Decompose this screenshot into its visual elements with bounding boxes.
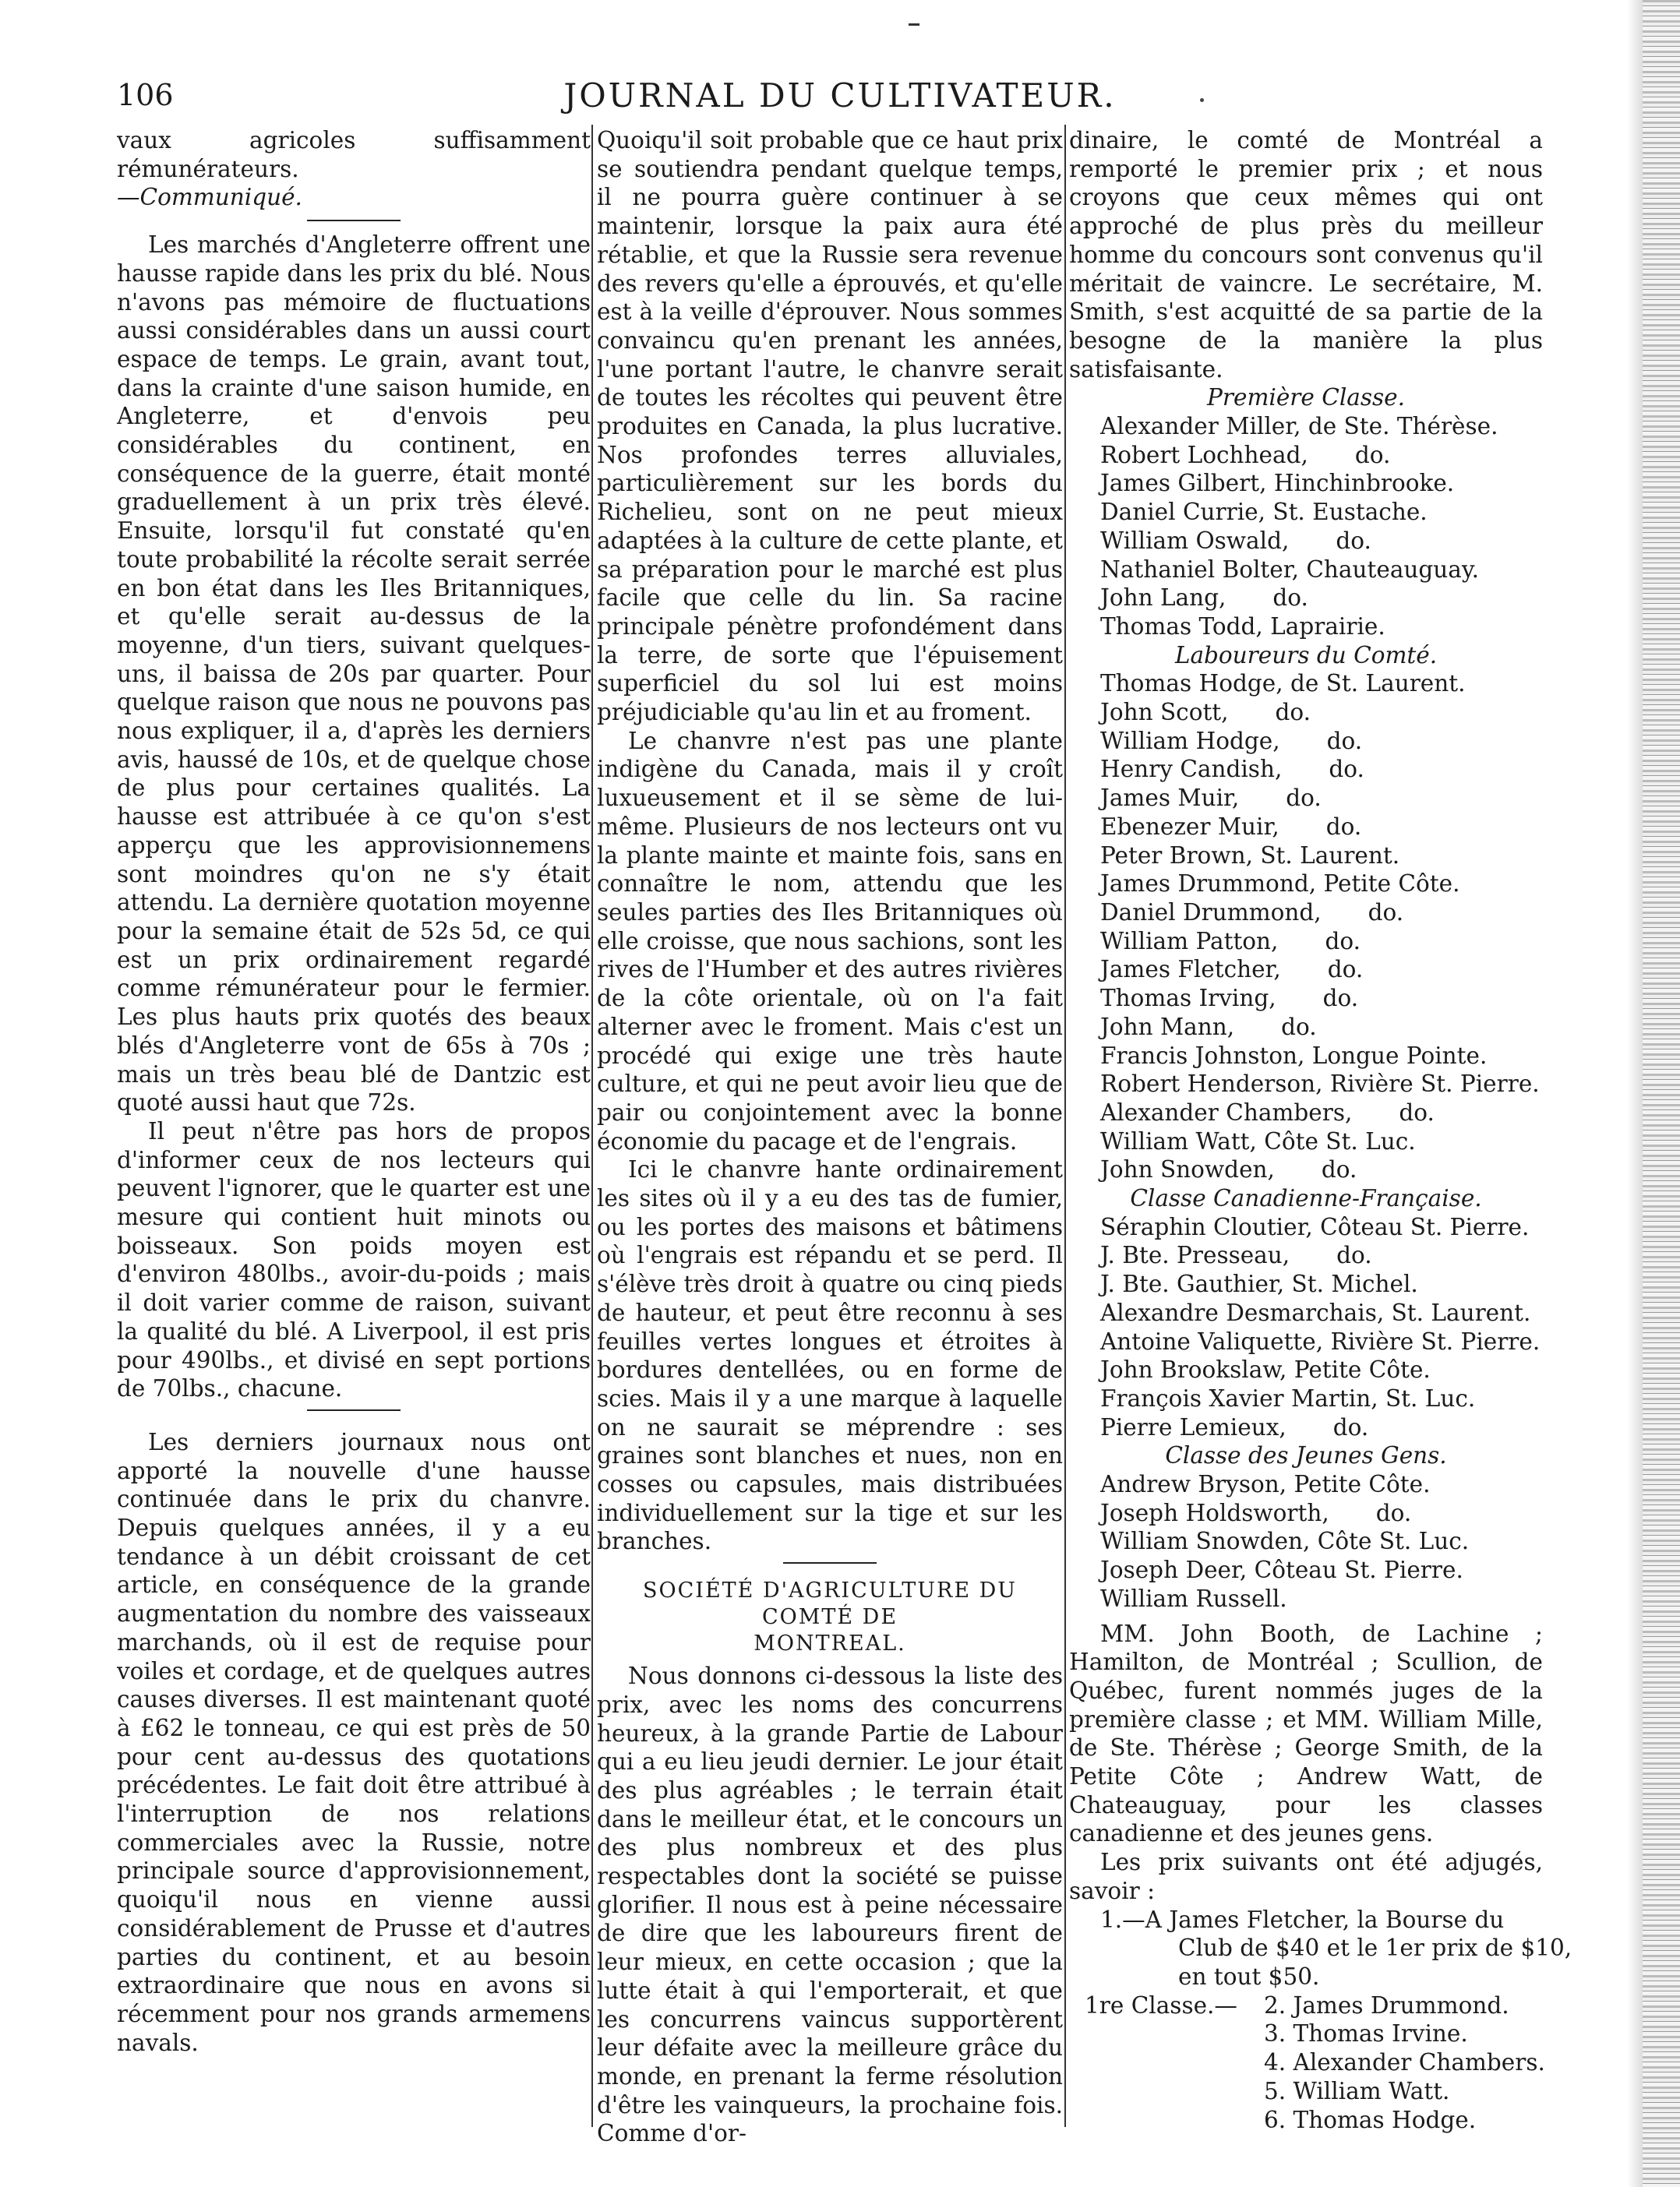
competitor-name: Pierre Lemieux,	[1100, 1413, 1286, 1441]
column-3	[1069, 126, 1572, 2134]
competitor-name: William Watt, Côte St. Luc.	[1100, 1127, 1416, 1155]
competitor-name: John Snowden,	[1100, 1156, 1275, 1183]
paragraph: MM. John Booth, de Lachine ; Hamilton, de Montréal ; Scullion, de Québec, furent nommés juges de la première classe ; et MM. William Mille, de Ste. Thérèse ; George Smith, de la Petite Côte ; Andrew Watt, de Chateauguay, pour les classes canadienne et des jeunes gens.	[1069, 1620, 1543, 1847]
list-item	[1100, 498, 1543, 527]
ditto-mark: do.	[1286, 785, 1322, 812]
award-list	[1264, 1991, 1545, 2135]
list-item	[1100, 727, 1543, 756]
list-item	[1100, 1470, 1543, 1499]
paragraph: Les marchés d'Angleterre offrent une hausse rapide dans les prix du blé. Nous n'avons pas mémoire de fluctuations aussi considérables dans un aussi court espace de temps. Le grain, avant tout, dans la crainte d'une saison humide, en Angleterre, et d'envois peu considérables du continent, en conséquence de la guerre, était monté graduellement à un prix très élevé. Ensuite, lorsqu'il fut constaté qu'en toute probabilité la récolte serait serrée en bon état dans les Iles Britanniques, et qu'elle serait au-dessus de la moyenne, d'un tiers, suivant quelques-uns, il baissa de 20s par quarter. Pour quelque raison que nous ne pouvons pas nous expliquer, il a, d'après les derniers avis, haussé de 10s, et de quelque chose de plus pour certaines qualités. La hausse est attribuée à ce qu'on s'est apperçu que les approvisionnemens sont moindres qu'on ne s'y était attendu. La dernière quotation moyenne pour la semaine était de 52s 5d, ce qui est un prix ordinairement regardé comme rémunérateur pour le fermier. Les plus hauts prix quotés des beaux blés d'Angleterre vont de 65s à 70s ; mais un très beau blé de Dantzic est quoté aussi haut que 72s.	[117, 231, 591, 1116]
list-item	[1100, 1099, 1543, 1127]
ditto-mark: do.	[1332, 1413, 1369, 1441]
competitor-name: Joseph Deer, Côteau St. Pierre.	[1100, 1557, 1463, 1584]
ditto-mark: do.	[1368, 898, 1404, 926]
competitor-name: Thomas Irving,	[1100, 985, 1276, 1012]
separator-rule	[597, 1562, 1063, 1573]
separator-rule	[117, 220, 591, 231]
list-item	[1100, 1127, 1543, 1156]
ditto-mark: do.	[1336, 1242, 1372, 1269]
award-group	[1085, 1991, 1543, 2135]
list-item	[1100, 1070, 1543, 1099]
list-item	[1100, 755, 1543, 784]
list-item	[1100, 669, 1543, 698]
paragraph: Les prix suivants ont été adjugés, savoir :	[1069, 1849, 1543, 1904]
competitor-name: John Scott,	[1100, 699, 1229, 726]
list-item	[1100, 612, 1543, 641]
competitor-name: J. Bte. Gauthier, St. Michel.	[1100, 1271, 1418, 1298]
class-title: Première Classe.	[1207, 384, 1405, 411]
competitor-name: Daniel Drummond,	[1100, 898, 1322, 926]
paragraph: Le chanvre n'est pas une plante indigène du Canada, mais il y croît luxueusement et il se sème de lui-même. Plusieurs de nos lecteurs ont vu la plante mainte et mainte fois, sans en connaître le nom, attendu que les seules parties des Iles Britanniques où elle croisse, que nous sachions, sont les rives de l'Humber et des autres rivières de la côte orientale, où on l'a fait alterner avec le froment. Mais c'est un procédé qui exige une très haute culture, et qui ne peut avoir lieu que de pair ou conjointement avec la bonne économie du pacage et de l'engrais.	[597, 727, 1063, 1155]
list-item	[1100, 1499, 1543, 1528]
paragraph: dinaire, le comté de Montréal a remporté le premier prix ; et nous croyons que ceux mêmes qui ont approché de plus près du meilleur homme du concours sont convenus qu'il méritait de vaincre. Le secrétaire, M. Smith, s'est acquitté de sa partie de la besogne de la manière la plus satisfaisante.	[1069, 127, 1543, 383]
competitor-name: François Xavier Martin, St. Luc.	[1100, 1385, 1476, 1412]
ditto-mark: do.	[1281, 1013, 1317, 1040]
award-line: en tout $50.	[1178, 1963, 1320, 1990]
paragraph: Ici le chanvre hante ordinairement les sites où il y a eu des tas de fumier, ou les portes des maisons et bâtimens où l'engrais est répandu et se perd. Il s'élève très droit à quatre ou cinq pieds de hauteur, et peut être reconnu à ses feuilles vertes longues et étroites à bordures dentellées, ou en forme de scies. Mais il y a une marque à laquelle on ne saurait se méprendre : ses graines sont blanches et nues, non en cosses ou capsules, mais distribuées individuellement sur la tige et sur les branches.	[597, 1156, 1063, 1555]
list-item	[1100, 584, 1543, 612]
list-item	[1100, 527, 1543, 556]
list-item	[1100, 1585, 1543, 1614]
competitor-name: Antoine Valiquette, Rivière St. Pierre.	[1100, 1328, 1541, 1355]
award-line: 1.—A James Fletcher, la Bourse du	[1100, 1906, 1505, 1933]
list-item	[1100, 898, 1543, 927]
paragraph: Les derniers journaux nous ont apporté la nouvelle d'une hausse continuée dans le prix du chanvre. Depuis quelques années, il y a eu tendance à un débit croissant de cet article, en conséquence de la grande augmentation du nombre des vaisseaux marchands, où il est de requise pour voiles et cordage, et de quelques autres causes diverses. Il est maintenant quoté à £62 le tonneau, ce qui est près de 50 pour cent au-dessus des quotations précédentes. Le fait doit être attribué à l'interruption de nos relations commerciales avec la Russie, notre principale source d'approvisionnement, quoiqu'il nous en vienne aussi considérablement de Prusse et d'autres parties du continent, et au besoin extraordinaire que nous en avons si récemment pour nos grands armemens navals.	[117, 1428, 591, 2056]
list-item	[1100, 1213, 1543, 1242]
column-1	[117, 126, 591, 2057]
section-heading-line-2: MONTREAL.	[754, 1631, 906, 1656]
ditto-mark: do.	[1354, 441, 1391, 468]
paragraph: Nous donnons ci-dessous la liste des prix, avec les noms des concurrens heureux, à la grande Partie de Labour qui a eu lieu jeudi dernier. Le jour était des plus agréables ; le terrain était dans le meilleur état, et le concours un des plus nombreux et des plus respectables dont la société se puisse glorifier. Il nous est à peine nécessaire de dire que les laboureurs firent de leur mieux, en cette occasion ; que la lutte était à qui l'emporterait, et que les concurrens vaincus supportèrent leur défaite avec la meilleure grâce du monde, en prenant la ferme résolution d'être les vainqueurs, la prochaine fois. Comme d'or-	[597, 1663, 1063, 2147]
ditto-mark: do.	[1325, 813, 1362, 840]
class-title: Classe des Jeunes Gens.	[1165, 1442, 1447, 1469]
ditto-mark: do.	[1322, 985, 1359, 1012]
award-label: 1re Classe.—	[1085, 1991, 1237, 2019]
competitor-name: Nathaniel Bolter, Chauteauguay.	[1100, 556, 1480, 583]
competitor-name: Andrew Bryson, Petite Côte.	[1100, 1471, 1431, 1498]
list-item	[1100, 412, 1543, 441]
list-item	[1100, 441, 1543, 470]
list-item	[1100, 870, 1543, 898]
competitor-name: Robert Lochhead,	[1100, 441, 1308, 468]
list-item	[1100, 955, 1543, 984]
section-heading-line-1: SOCIÉTÉ D'AGRICULTURE DU COMTÉ DE	[642, 1579, 1018, 1630]
competitor-name: William Russell.	[1100, 1585, 1287, 1612]
column-rule-2	[1064, 125, 1066, 2127]
page-number: 106	[117, 78, 174, 112]
prize-list	[1069, 1470, 1543, 1614]
ditto-mark: do.	[1375, 1499, 1412, 1526]
list-item	[1100, 1299, 1543, 1328]
prize-list	[1069, 412, 1543, 641]
separator-rule	[117, 1409, 591, 1420]
competitor-name: Peter Brown, St. Laurent.	[1100, 841, 1400, 869]
prize-awards	[1069, 1906, 1572, 2135]
list-item	[1100, 1042, 1543, 1071]
competitor-name: James Gilbert, Hinchinbrooke.	[1100, 470, 1455, 497]
competitor-name: Daniel Currie, St. Eustache.	[1100, 499, 1428, 526]
award-line: 3. Thomas Irvine.	[1264, 2020, 1468, 2048]
class-title: Laboureurs du Comté.	[1174, 641, 1438, 668]
list-item	[1100, 927, 1543, 956]
competitor-name: Alexander Miller, de Ste. Thérèse.	[1100, 413, 1498, 440]
list-item	[1100, 556, 1543, 584]
list-item	[1100, 1413, 1543, 1442]
prize-list	[1069, 1213, 1543, 1442]
class-title: Classe Canadienne-Française.	[1130, 1185, 1482, 1212]
competitor-name: Francis Johnston, Longue Pointe.	[1100, 1042, 1488, 1069]
competitor-name: Séraphin Cloutier, Côteau St. Pierre.	[1100, 1213, 1530, 1240]
competitor-name: J. Bte. Presseau,	[1100, 1242, 1290, 1269]
list-item	[1100, 1356, 1543, 1385]
page-edge-binding	[1643, 0, 1680, 2187]
running-head: JOURNAL DU CULTIVATEUR.	[563, 76, 1117, 115]
competitor-name: Robert Henderson, Rivière St. Pierre.	[1100, 1071, 1540, 1098]
list-item	[1100, 984, 1543, 1013]
list-item	[1100, 1270, 1543, 1299]
scan-speck	[1200, 98, 1204, 102]
scan-mark	[909, 23, 919, 26]
competitor-name: Alexander Chambers,	[1100, 1099, 1353, 1126]
paragraph: vaux agricoles suffisamment rémunérateurs.	[117, 127, 591, 182]
page-edge-shadow	[1627, 0, 1643, 2187]
competitor-name: William Patton,	[1100, 927, 1279, 954]
competitor-name: Thomas Hodge, de St. Laurent.	[1100, 670, 1466, 697]
competitor-name: Thomas Todd, Laprairie.	[1100, 612, 1385, 640]
list-item	[1100, 1556, 1543, 1585]
ditto-mark: do.	[1329, 756, 1364, 783]
section-heading	[597, 1578, 1063, 1657]
competitor-name: Henry Candish,	[1100, 756, 1283, 783]
ditto-mark: do.	[1326, 727, 1363, 754]
ditto-mark: do.	[1327, 956, 1364, 983]
list-item	[1100, 813, 1543, 841]
competitor-name: John Brookslaw, Petite Côte.	[1100, 1356, 1431, 1384]
list-item	[1100, 469, 1543, 498]
competitor-name: William Oswald,	[1100, 527, 1290, 554]
competitor-name: Ebenezer Muir,	[1100, 813, 1279, 840]
competitor-name: John Mann,	[1100, 1013, 1235, 1040]
list-item	[1100, 1155, 1543, 1184]
column-2	[597, 126, 1063, 2148]
paragraph: Quoiqu'il soit probable que ce haut prix se soutiendra pendant quelque temps, il ne pourra guère continuer à se maintenir, lorsque la paix aura été rétablie, et que la Russie sera revenue des revers qu'elle a éprouvés, et qu'elle est à la veille d'éprouver. Nous sommes convaincu qu'en prenant les années, l'une portant l'autre, le chanvre serait de toutes les récoltes qui peuvent être produites en Canada, la plus lucrative. Nos profondes terres alluviales, particulièrement sur les bords du Richelieu, sont on ne peut mieux adaptées à la culture de cette plante, et sa préparation pour le marché est plus facile que celle du lin. Sa racine principale pénètre profondément dans la terre, de sorte que l'épuisement superficiel du sol lui est moins préjudiciable qu'au lin et au froment.	[597, 127, 1063, 726]
list-item	[1100, 841, 1543, 870]
paragraph: Il peut n'être pas hors de propos d'informer ceux de nos lecteurs qui peuvent l'ignorer, que le quarter est une mesure qui contient huit minots ou boisseaux. Son poids moyen est d'environ 480lbs., avoir-du-poids ; mais il doit varier comme de raison, suivant la qualité du blé. A Liverpool, il est pris pour 490lbs., et divisé en sept portions de 70lbs., chacune.	[117, 1117, 591, 1402]
list-item	[1100, 698, 1543, 727]
award-line: 6. Thomas Hodge.	[1264, 2106, 1477, 2133]
list-item	[1100, 1241, 1543, 1270]
signature: —Communiqué.	[117, 184, 302, 211]
list-item	[1100, 1013, 1543, 1042]
ditto-mark: do.	[1272, 584, 1308, 612]
award-line: 5. William Watt.	[1264, 2077, 1450, 2104]
ditto-mark: do.	[1325, 927, 1361, 954]
prize-list	[1069, 669, 1543, 1184]
ditto-mark: do.	[1321, 1156, 1357, 1183]
list-item	[1100, 1328, 1543, 1356]
list-item	[1100, 784, 1543, 813]
competitor-name: Alexandre Desmarchais, St. Laurent.	[1100, 1299, 1531, 1326]
column-rule-1	[591, 125, 593, 2127]
ditto-mark: do.	[1275, 699, 1311, 726]
competitor-name: William Hodge,	[1100, 727, 1280, 754]
competitor-name: James Fletcher,	[1100, 956, 1281, 983]
award-line: 2. James Drummond.	[1264, 1991, 1509, 2019]
competitor-name: James Muir,	[1100, 785, 1240, 812]
ditto-mark: do.	[1399, 1099, 1435, 1126]
ditto-mark: do.	[1336, 527, 1371, 554]
award-line: Club de $40 et le 1er prix de $10,	[1178, 1935, 1572, 1962]
competitor-name: John Lang,	[1100, 584, 1226, 612]
award-line: 4. Alexander Chambers.	[1264, 2049, 1545, 2076]
list-item	[1100, 1527, 1543, 1556]
competitor-name: James Drummond, Petite Côte.	[1100, 870, 1460, 898]
competitor-name: Joseph Holdsworth,	[1100, 1499, 1329, 1526]
list-item	[1100, 1385, 1543, 1413]
competitor-name: William Snowden, Côte St. Luc.	[1100, 1528, 1470, 1555]
